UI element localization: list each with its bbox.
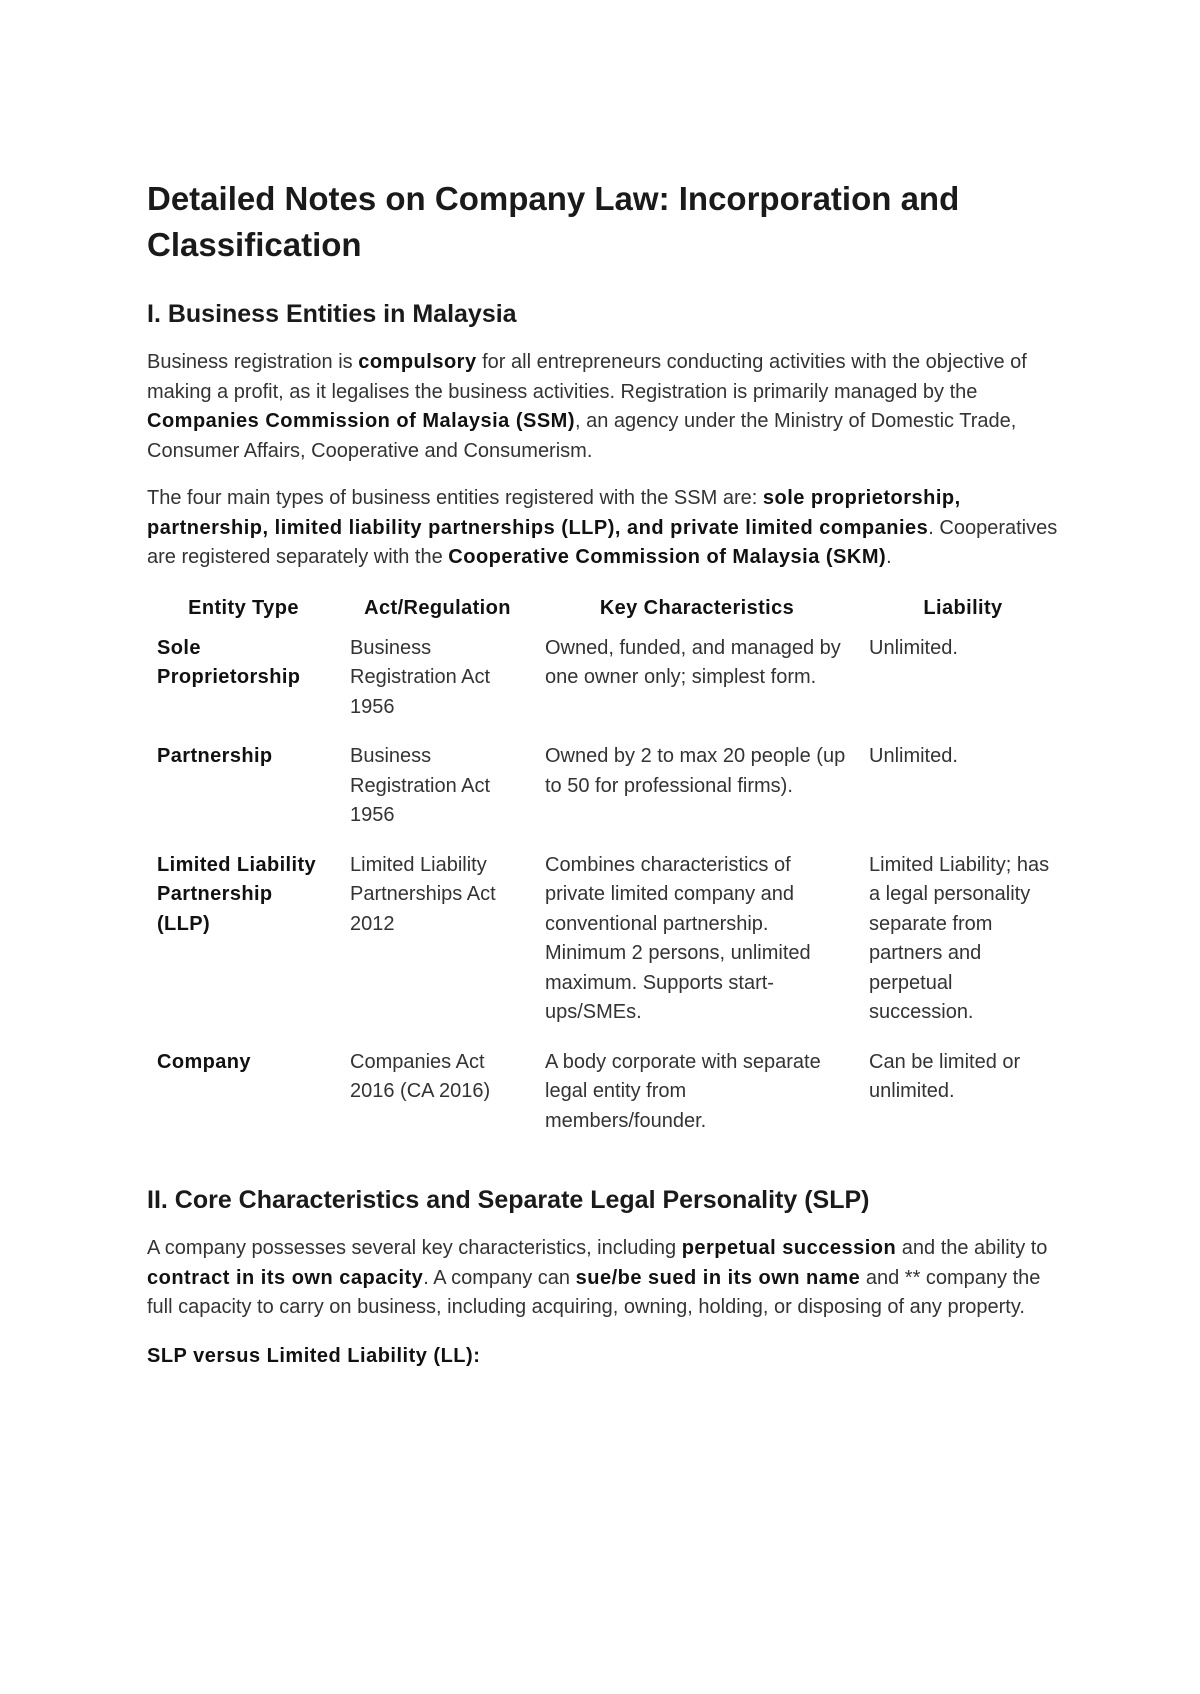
header-act-regulation: Act/Regulation	[364, 596, 511, 619]
cell-liability: Unlimited.	[869, 636, 958, 659]
table-header-row	[147, 591, 1067, 634]
cell-liability: Limited Liability; has a legal personality separate from partners and perpetual succession.	[869, 853, 1050, 1023]
cell-act: Business Registration Act 1956	[350, 636, 491, 718]
cell-characteristics: A body corporate with separate legal entity from members/founder.	[545, 1050, 821, 1132]
section-1-paragraph-2: The four main types of business entities registered with the SSM are: sole proprietorship, partnership, limited liability partnerships (LLP), and private limited companies. Cooperatives are registered separately with the Cooperative Commission of Malaysia (SKM).	[147, 487, 1058, 568]
section-2-heading: II. Core Characteristics and Separate Legal Personality (SLP)	[147, 1186, 870, 1214]
section-2-paragraph-1: A company possesses several key characteristics, including perpetual succession and the ability to contract in its own capacity. A company can sue/be sued in its own name and ** company the full capacity to carry on business, including acquiring, owning, holding, or disposing of any property.	[147, 1237, 1048, 1318]
document-title: Detailed Notes on Company Law: Incorporation and Classification	[147, 180, 960, 263]
header-liability: Liability	[923, 596, 1003, 619]
table-row	[147, 742, 1067, 851]
cell-characteristics: Combines characteristics of private limited company and conventional partnership. Minimum 2 persons, unlimited maximum. Supports start-ups/SMEs.	[545, 853, 811, 1023]
business-entities-table	[147, 591, 1067, 1157]
table-row	[147, 634, 1067, 743]
section-1-heading: I. Business Entities in Malaysia	[147, 300, 517, 328]
table-row	[147, 1048, 1067, 1157]
cell-act: Companies Act 2016 (CA 2016)	[350, 1050, 491, 1102]
cell-characteristics: Owned by 2 to max 20 people (up to 50 for professional firms).	[545, 745, 846, 797]
cell-entity-type: Company	[157, 1050, 251, 1073]
section-1-paragraph-1: Business registration is compulsory for all entrepreneurs conducting activities with the objective of making a profit, as it legalises the business activities. Registration is primarily managed by the Companies Commission of Malaysia (SSM), an agency under the Ministry of Domestic Trade, Consumer Affairs, Cooperative and Consumerism.	[147, 351, 1027, 462]
cell-entity-type: Partnership	[157, 745, 273, 767]
cell-act: Business Registration Act 1956	[350, 745, 491, 826]
cell-entity-type: Sole Proprietorship	[157, 636, 301, 688]
section-2-subheading: SLP versus Limited Liability (LL):	[147, 1344, 481, 1367]
document-page	[147, 176, 1067, 1368]
cell-act: Limited Liability Partnerships Act 2012	[350, 853, 496, 935]
cell-liability: Unlimited.	[869, 745, 958, 767]
header-entity-type: Entity Type	[188, 596, 299, 619]
cell-characteristics: Owned, funded, and managed by one owner only; simplest form.	[545, 636, 841, 688]
cell-entity-type: Limited Liability Partnership (LLP)	[157, 853, 317, 935]
header-key-characteristics: Key Characteristics	[599, 596, 795, 619]
table-row	[147, 851, 1067, 1048]
cell-liability: Can be limited or unlimited.	[869, 1050, 1021, 1102]
